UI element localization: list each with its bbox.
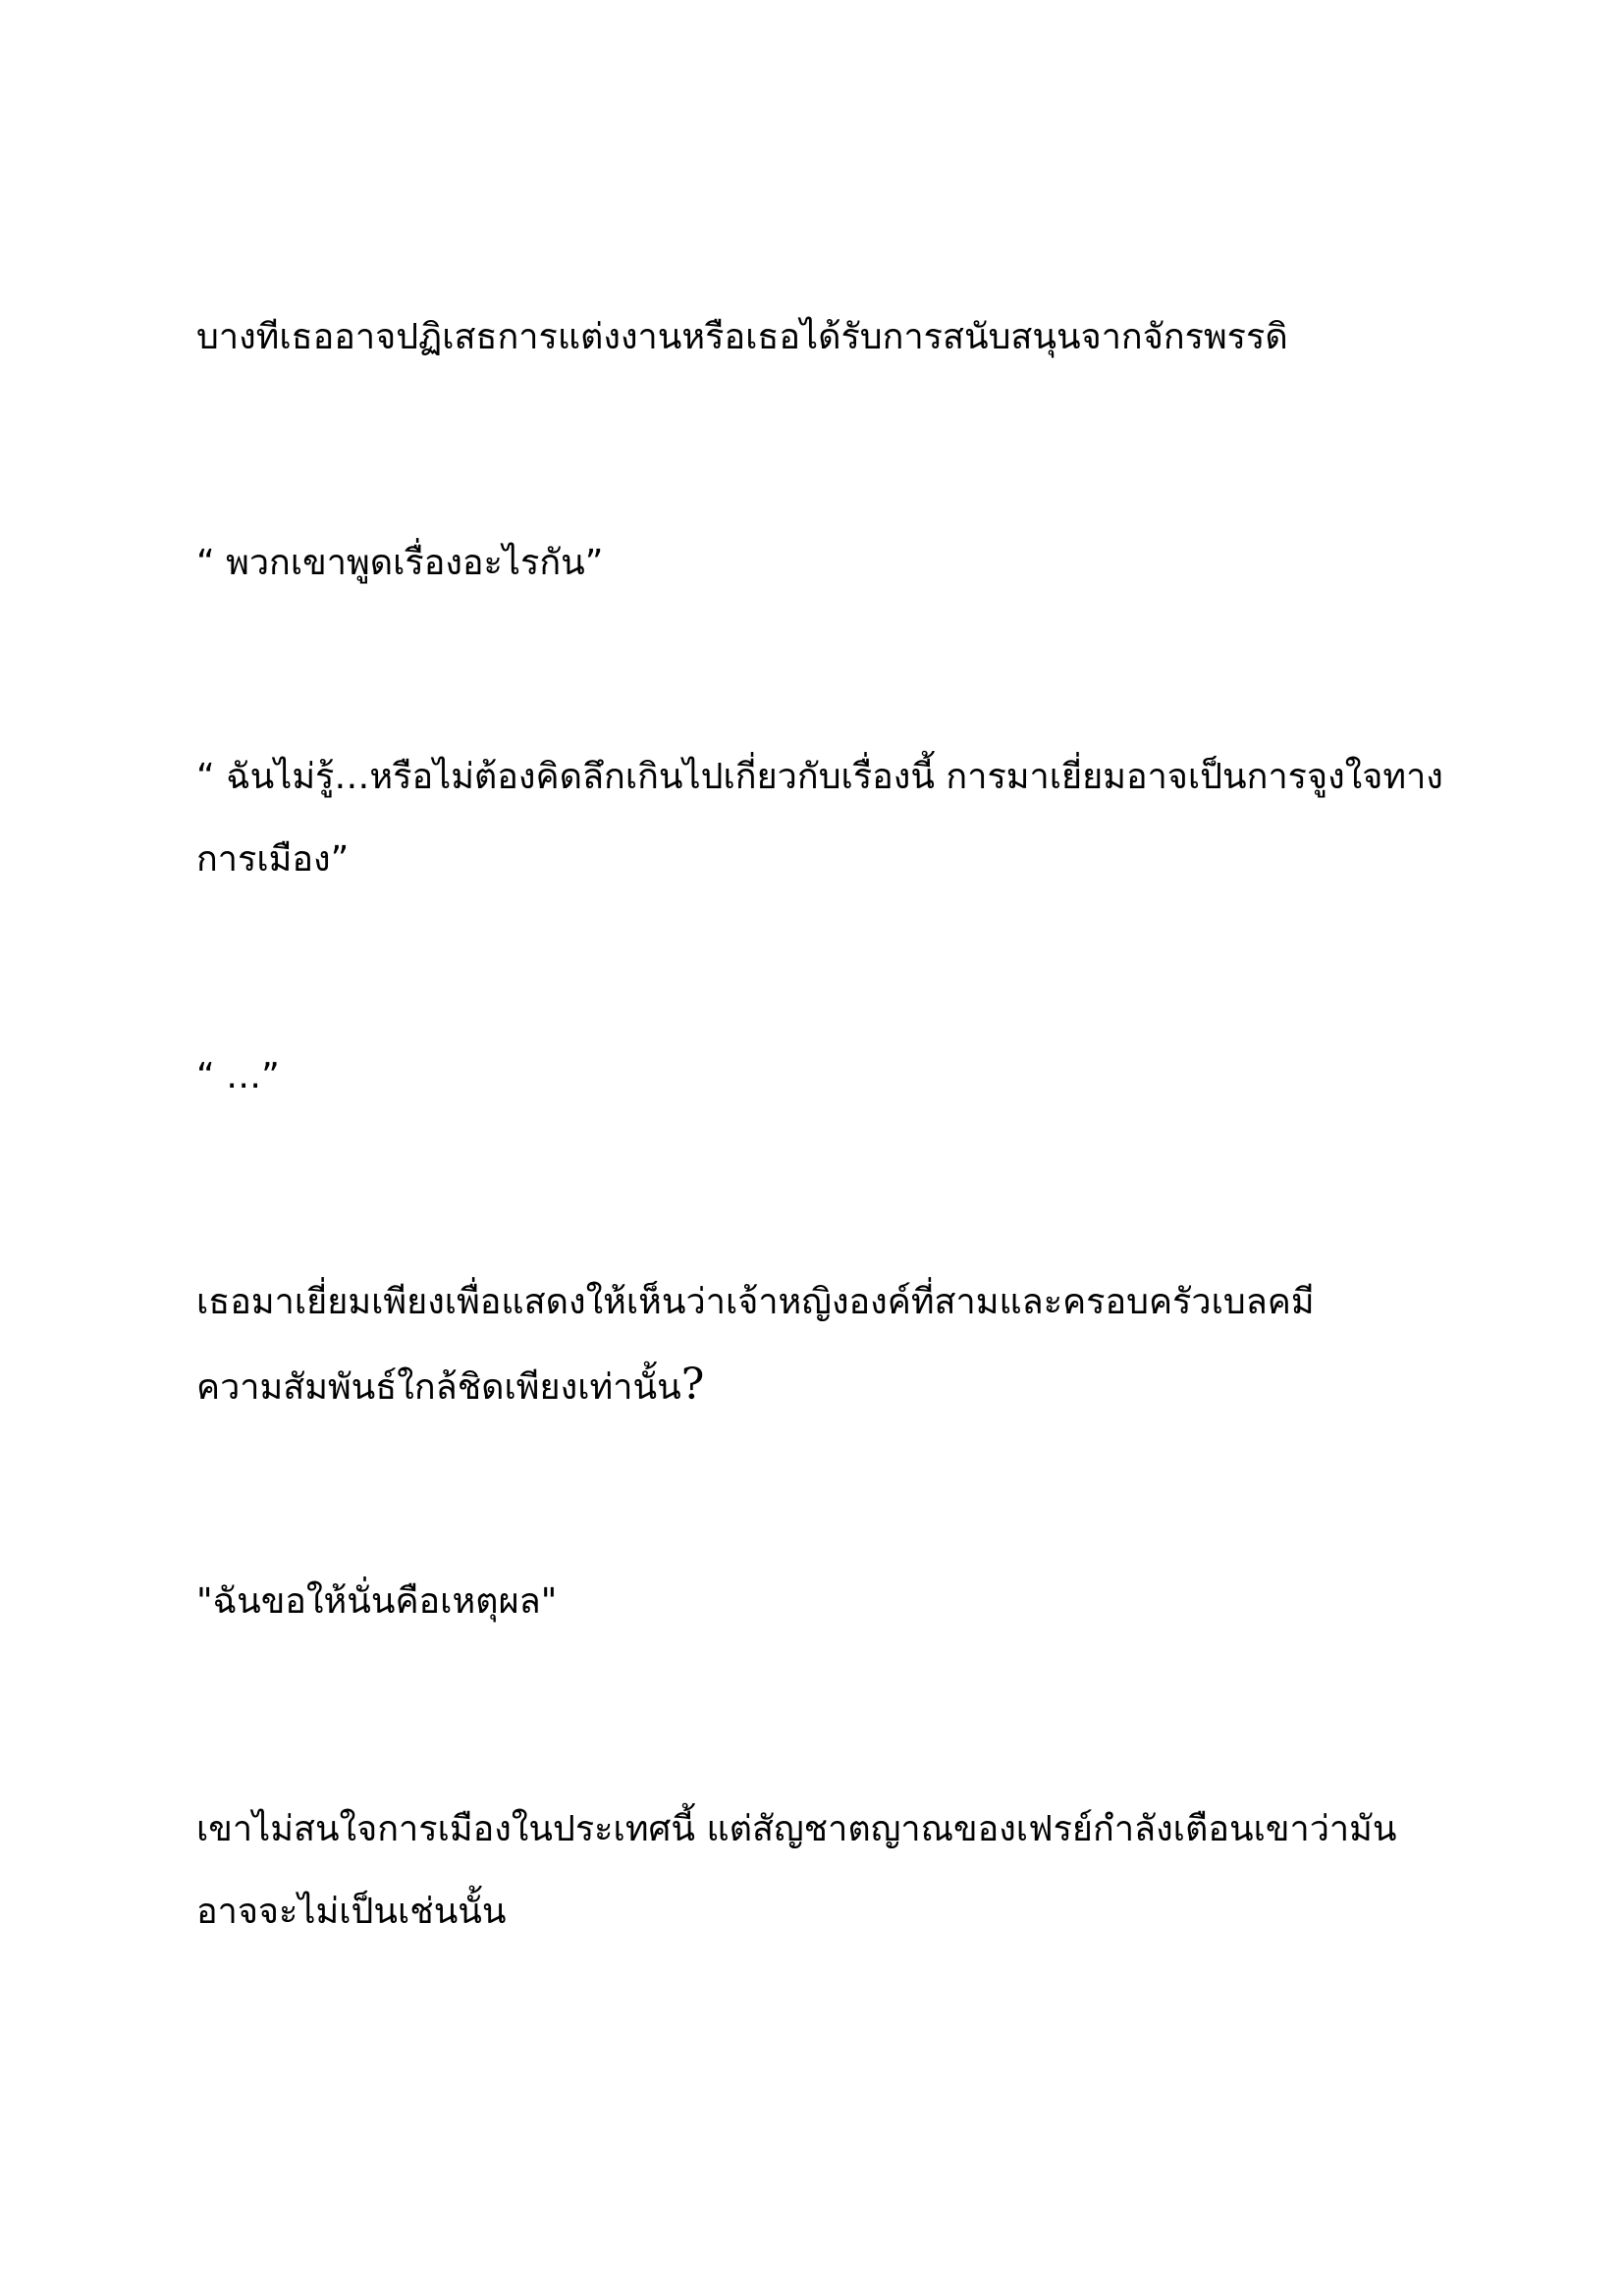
paragraph-line [196, 1344, 1434, 1429]
question-mark: ? [680, 1360, 705, 1410]
paragraph-line: เธอมาเยี่ยมเพียงเพื่อแสดงให้เห็นว่าเจ้าหญิงองค์ที่สามและครอบครัวเบลคมี [196, 1282, 1315, 1322]
paragraph-1 [196, 296, 1434, 379]
paragraph-line: การเมือง” [196, 839, 350, 880]
paragraph-line-text: ความสัมพันธ์ใกล้ชิดเพียงเท่านั้น [196, 1367, 681, 1408]
paragraph-2 [196, 522, 1434, 605]
paragraph-line: บางทีเธออาจปฏิเสธการแต่งงานหรือเธอได้รับการสนับสนุนจากจักรพรรดิ [196, 317, 1288, 357]
paragraph-line: อาจจะไม่เป็นเช่นนั้น [196, 1892, 507, 1932]
paragraph-5 [196, 1261, 1434, 1429]
paragraph-line: เขาไม่สนใจการเมืองในประเทศนี้ แต่สัญชาตญาณของเฟรย์กำลังเตือนเขาว่ามัน [196, 1809, 1397, 1849]
paragraph-3 [196, 736, 1443, 901]
paragraph-line: “ …” [196, 1056, 280, 1096]
paragraph-line: “ พวกเขาพูดเรื่องอะไรกัน” [196, 543, 604, 583]
paragraph-line: “ ฉันไม่รู้…หรือไม่ต้องคิดลึกเกินไปเกี่ยวกับเรื่องนี้ การมาเยี่ยมอาจเป็นการจูงใจทาง [196, 757, 1443, 797]
paragraph-7 [196, 1789, 1434, 1953]
paragraph-line: "ฉันขอให้นั่นคือเหตุผล" [196, 1581, 558, 1622]
paragraph-6 [196, 1561, 1434, 1643]
paragraph-4 [196, 1036, 1434, 1118]
